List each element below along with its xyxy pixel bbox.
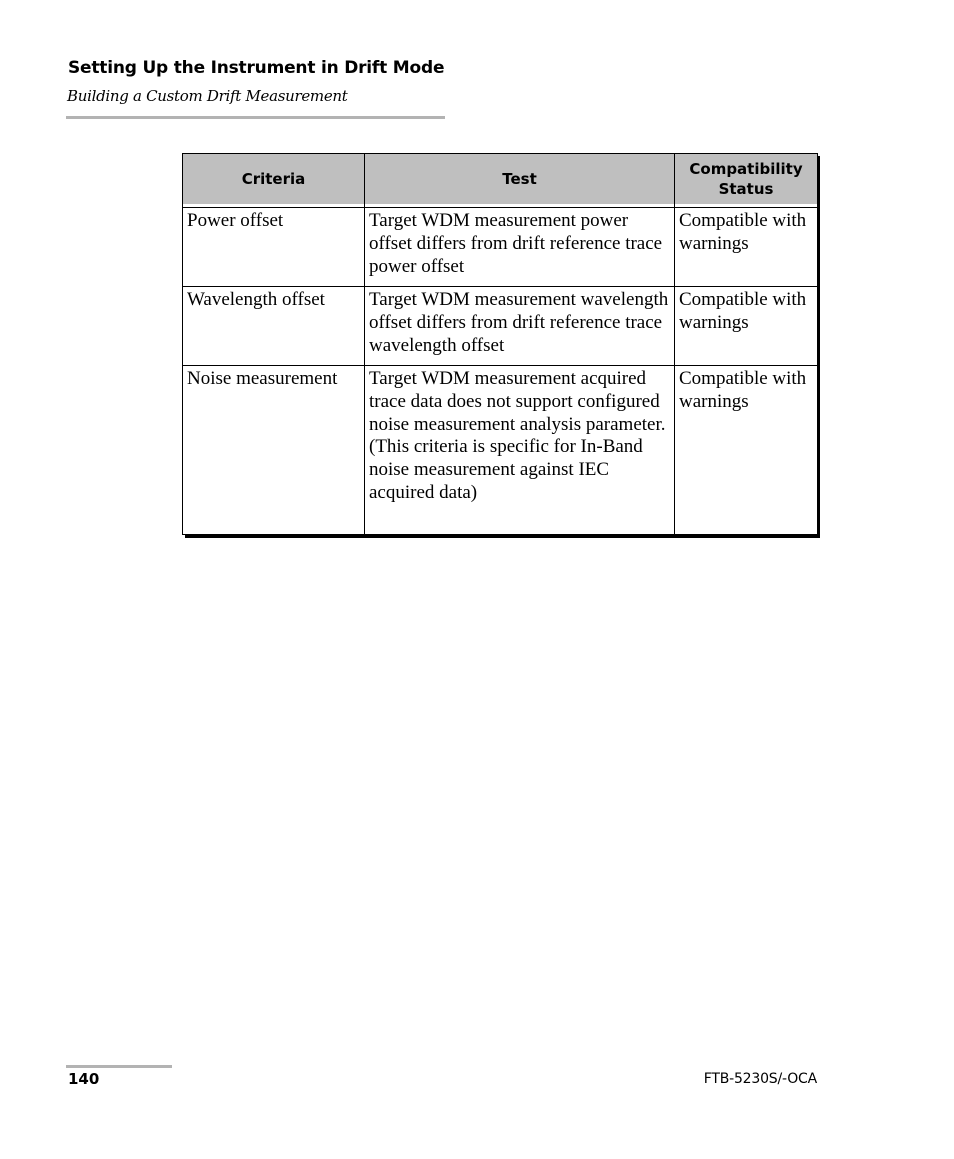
table-row [183, 208, 818, 287]
header-divider [66, 116, 445, 119]
cell-criteria: Wavelength offset [183, 287, 365, 366]
page-number: 140 [68, 1070, 100, 1088]
cell-test: Target WDM measurement power offset differs from drift reference trace power offset [365, 208, 675, 287]
compatibility-table [182, 153, 817, 535]
column-header-status: Compatibility Status [675, 154, 818, 205]
cell-status: Compatible with warnings [675, 366, 818, 535]
product-name: FTB-5230S/-OCA [703, 1071, 817, 1087]
table-row [183, 287, 818, 366]
cell-test: Target WDM measurement wavelength offset differs from drift reference trace wavelength offset [365, 287, 675, 366]
cell-status: Compatible with warnings [675, 287, 818, 366]
cell-criteria: Noise measurement [183, 366, 365, 535]
cell-criteria: Power offset [183, 208, 365, 287]
cell-test: Target WDM measurement acquired trace data does not support configured noise measurement analysis parameter. (This criteria is specific for In-Band noise measurement against IEC acquired data) [365, 366, 675, 535]
footer-divider [66, 1065, 172, 1068]
page-subsection-title: Building a Custom Drift Measurement [67, 87, 348, 105]
table-header-row [183, 154, 818, 205]
table-row [183, 366, 818, 535]
column-header-test: Test [365, 154, 675, 205]
cell-status: Compatible with warnings [675, 208, 818, 287]
page-section-title: Setting Up the Instrument in Drift Mode [68, 58, 445, 78]
column-header-criteria: Criteria [183, 154, 365, 205]
